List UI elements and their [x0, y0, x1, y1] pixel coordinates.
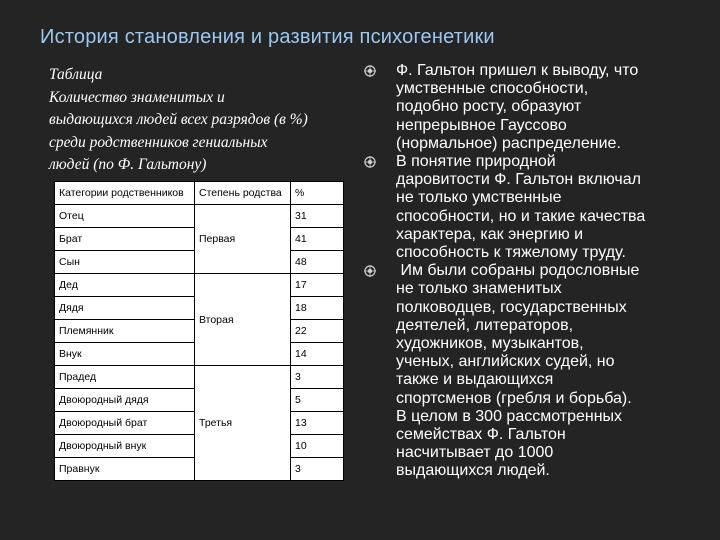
header-degree: Степень родства	[195, 182, 291, 205]
cell-percent: 22	[291, 320, 344, 343]
bullet-item	[364, 153, 714, 262]
cell-degree: Первая	[195, 205, 291, 274]
cell-percent: 14	[291, 343, 344, 366]
cell-percent: 3	[291, 366, 344, 389]
cell-category: Брат	[55, 228, 195, 251]
cell-category: Отец	[55, 205, 195, 228]
table-row	[55, 205, 344, 228]
cell-percent: 5	[291, 389, 344, 412]
cell-category: Прадед	[55, 366, 195, 389]
cell-category: Правнук	[55, 458, 195, 481]
table-header-row	[55, 182, 344, 205]
bullet-line: умственные способности,	[396, 80, 589, 98]
bullet-line: выдающихся людей.	[396, 462, 550, 480]
table-row	[55, 366, 344, 389]
cell-percent: 17	[291, 274, 344, 297]
bullet-target-icon	[364, 265, 376, 277]
cell-category: Двоюродный брат	[55, 412, 195, 435]
caption-line: Таблица	[49, 66, 103, 83]
header-percent: %	[291, 182, 344, 205]
bullet-list	[364, 62, 714, 481]
bullet-line: семействах Ф. Гальтон	[396, 426, 566, 444]
cell-percent: 18	[291, 297, 344, 320]
bullet-line: способности, но и такие качества	[396, 207, 646, 225]
bullet-line: не только знаменитых	[396, 280, 562, 298]
bullet-target-icon	[364, 65, 376, 77]
cell-degree: Третья	[195, 366, 291, 481]
cell-percent: 10	[291, 435, 344, 458]
bullet-line: насчитывает до 1000	[396, 444, 554, 462]
bullet-line: ученых, английских судей, но	[396, 353, 615, 371]
cell-percent: 41	[291, 228, 344, 251]
caption-line: Количество знаменитых и	[49, 88, 225, 106]
bullet-item	[364, 262, 714, 480]
bullet-line: непрерывное Гауссово	[396, 116, 567, 134]
table-row	[55, 274, 344, 297]
header-category: Категории родственников	[55, 182, 195, 205]
bullet-line: характера, как энергию и	[396, 225, 584, 243]
cell-category: Двоюродный дядя	[55, 389, 195, 412]
bullet-line: В целом в 300 рассмотренных	[396, 407, 623, 425]
bullet-line: спортсменов (гребля и борьба).	[396, 389, 632, 407]
table-caption	[49, 64, 369, 177]
slide-title: История становления и развития психогенетики	[40, 26, 495, 48]
cell-degree: Вторая	[195, 274, 291, 366]
cell-category: Племянник	[55, 320, 195, 343]
cell-category: Дед	[55, 274, 195, 297]
bullet-line: Ф. Гальтон пришел к выводу, что	[396, 62, 639, 79]
caption-line: выдающихся людей всех разрядов (в %)	[49, 111, 308, 128]
bullet-target-icon	[364, 156, 376, 168]
caption-line: людей (по Ф. Гальтону)	[49, 156, 207, 173]
cell-category: Сын	[55, 251, 195, 274]
bullet-line: Им были собраны родословные	[396, 262, 640, 280]
cell-percent: 3	[291, 458, 344, 481]
bullet-line: художников, музыкантов,	[396, 335, 584, 353]
bullet-line: (нормальное) распределение.	[396, 134, 621, 152]
bullet-line: полководцев, государственных	[396, 298, 627, 316]
cell-category: Дядя	[55, 297, 195, 320]
relatives-table	[54, 181, 344, 481]
bullet-line: деятелей, литераторов,	[396, 316, 574, 334]
bullet-line: В понятие природной	[396, 153, 556, 171]
bullet-line: даровитости Ф. Гальтон включал	[396, 171, 641, 189]
cell-percent: 48	[291, 251, 344, 274]
bullet-line: способность к тяжелому труду.	[396, 244, 626, 262]
cell-category: Двоюродный внук	[55, 435, 195, 458]
bullet-line: также и выдающихся	[396, 371, 554, 389]
cell-category: Внук	[55, 343, 195, 366]
caption-line: среди родственников гениальных	[49, 133, 268, 151]
cell-percent: 31	[291, 205, 344, 228]
cell-percent: 13	[291, 412, 344, 435]
bullet-item	[364, 62, 714, 153]
bullet-line: подобно росту, образуют	[396, 98, 582, 116]
bullet-line: не только умственные	[396, 189, 562, 207]
